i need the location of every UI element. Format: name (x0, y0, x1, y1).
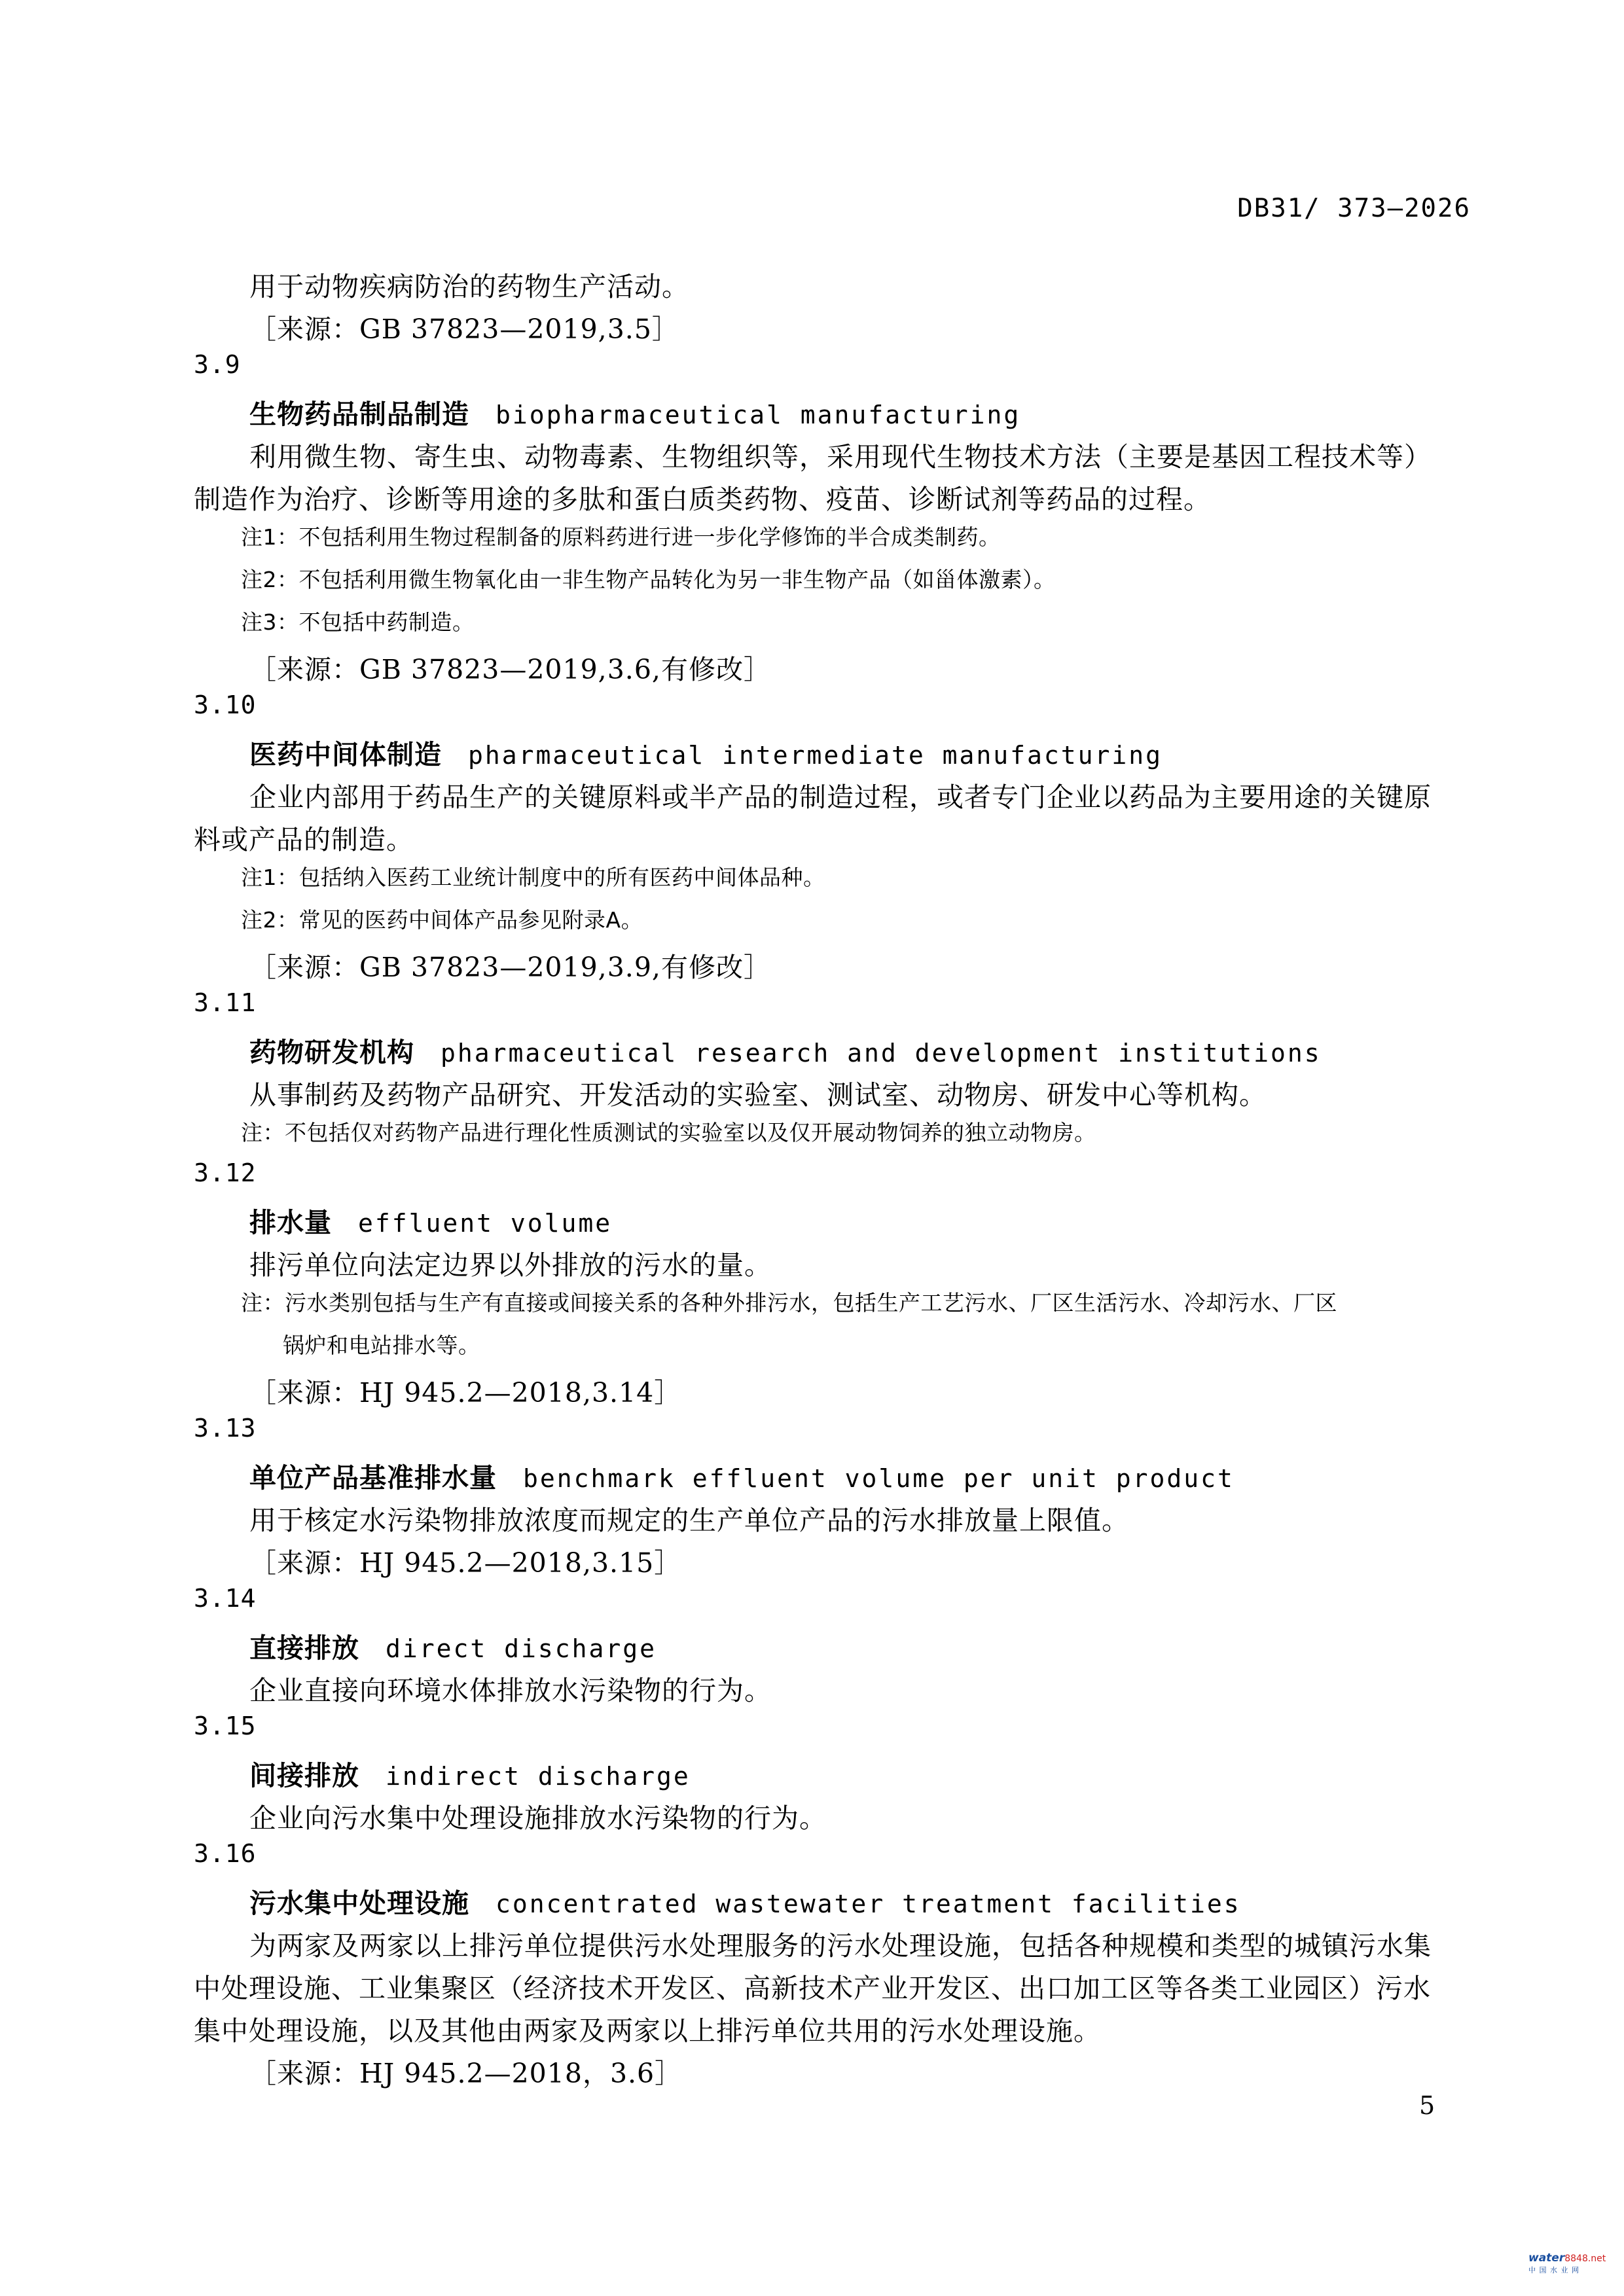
paragraph-line: 制造作为治疗、诊断等用途的多肽和蛋白质类药物、疫苗、诊断试剂等药品的过程。 (194, 484, 1211, 515)
watermark-suffix: .net (1587, 2253, 1606, 2264)
term-english: direct discharge (386, 1634, 657, 1663)
term-chinese: 直接排放 (249, 1632, 359, 1664)
watermark-cn: 中 国 水 业 网 (1528, 2266, 1579, 2274)
term-english: pharmaceutical research and development institutions (441, 1039, 1322, 1067)
term-heading (249, 1754, 691, 1793)
clause-number: 3.16 (194, 1839, 257, 1868)
term-heading (249, 1031, 1322, 1069)
page-number: 5 (1419, 2091, 1435, 2120)
term-heading (249, 1882, 1241, 1920)
term-heading (249, 1456, 1235, 1495)
clause-number: 3.10 (194, 691, 257, 719)
source-citation: ［来源：HJ 945.2—2018,3.14］ (249, 1377, 682, 1408)
water8848-watermark-logo (1528, 2251, 1604, 2282)
clause-number: 3.11 (194, 988, 257, 1017)
clause-number: 3.13 (194, 1414, 257, 1443)
term-english: pharmaceutical intermediate manufacturing (468, 741, 1163, 770)
watermark-word: water (1528, 2251, 1565, 2265)
term-chinese: 生物药品制品制造 (249, 399, 469, 430)
term-chinese: 排水量 (249, 1207, 332, 1238)
paragraph-line: 企业内部用于药品生产的关键原料或半产品的制造过程，或者专门企业以药品为主要用途的关键原 (249, 781, 1432, 813)
term-heading (249, 393, 1020, 431)
source-citation: ［来源：HJ 945.2—2018，3.6］ (249, 2058, 683, 2089)
clause-number: 3.14 (194, 1584, 257, 1613)
note-line: 注2：不包括利用微生物氧化由一非生物产品转化为另一非生物产品（如甾体激素）。 (241, 567, 1056, 592)
note-line: 注：不包括仅对药物产品进行理化性质测试的实验室以及仅开展动物饲养的独立动物房。 (241, 1120, 1096, 1145)
term-english: indirect discharge (386, 1762, 691, 1791)
term-heading (249, 1201, 612, 1240)
paragraph-line: 用于动物疾病防治的药物生产活动。 (249, 271, 689, 302)
clause-number: 3.12 (194, 1158, 257, 1187)
paragraph-line: 企业直接向环境水体排放水污染物的行为。 (249, 1675, 772, 1706)
term-english: effluent volume (358, 1209, 613, 1238)
watermark-number: 8848 (1564, 2253, 1588, 2264)
term-heading (249, 1626, 657, 1665)
standard-code-header: DB31/ 373—2026 (1237, 194, 1471, 223)
note-line: 注1：不包括利用生物过程制备的原料药进行进一步化学修饰的半合成类制药。 (241, 524, 1001, 550)
paragraph-line: 利用微生物、寄生虫、动物毒素、生物组织等，采用现代生物技术方法（主要是基因工程技术等） (249, 441, 1432, 473)
paragraph-line: 中处理设施、工业集聚区（经济技术开发区、高新技术产业开发区、出口加工区等各类工业园区）污水 (194, 1973, 1431, 2004)
paragraph-line: 排污单位向法定边界以外排放的污水的量。 (249, 1249, 772, 1281)
term-chinese: 污水集中处理设施 (249, 1888, 469, 1919)
paragraph-line: 集中处理设施，以及其他由两家及两家以上排污单位共用的污水处理设施。 (194, 2015, 1101, 2047)
source-citation: ［来源：GB 37823—2019,3.6,有修改］ (249, 654, 771, 685)
term-heading (249, 733, 1163, 772)
paragraph-line: 企业向污水集中处理设施排放水污染物的行为。 (249, 1803, 827, 1834)
term-english: benchmark effluent volume per unit product (523, 1464, 1235, 1493)
source-citation: ［来源：GB 37823—2019,3.5］ (249, 314, 679, 345)
paragraph-line: 料或产品的制造。 (194, 824, 414, 855)
source-citation: ［来源：GB 37823—2019,3.9,有修改］ (249, 952, 771, 983)
term-chinese: 间接排放 (249, 1760, 359, 1791)
clause-number: 3.9 (194, 350, 241, 379)
paragraph-line: 从事制药及药物产品研究、开发活动的实验室、测试室、动物房、研发中心等机构。 (249, 1079, 1267, 1111)
paragraph-line: 为两家及两家以上排污单位提供污水处理服务的污水处理设施，包括各种规模和类型的城镇污水集 (249, 1930, 1432, 1962)
term-chinese: 医药中间体制造 (249, 739, 442, 770)
note-line: 注2：常见的医药中间体产品参见附录A。 (241, 907, 643, 933)
term-english: concentrated wastewater treatment facilities (496, 1890, 1241, 1918)
note-line: 注1：包括纳入医药工业统计制度中的所有医药中间体品种。 (241, 865, 825, 890)
term-english: biopharmaceutical manufacturing (496, 401, 1021, 429)
clause-number: 3.15 (194, 1712, 257, 1740)
paragraph-line: 用于核定水污染物排放浓度而规定的生产单位产品的污水排放量上限值。 (249, 1505, 1129, 1536)
source-citation: ［来源：HJ 945.2—2018,3.15］ (249, 1547, 682, 1579)
note-line: 注：污水类别包括与生产有直接或间接关系的各种外排污水，包括生产工艺污水、厂区生活污水、冷却污水、厂区 (241, 1290, 1337, 1316)
note-line: 注3：不包括中药制造。 (241, 609, 475, 635)
term-chinese: 单位产品基准排水量 (249, 1462, 497, 1494)
term-chinese: 药物研发机构 (249, 1037, 414, 1068)
note-line: 锅炉和电站排水等。 (283, 1333, 480, 1358)
